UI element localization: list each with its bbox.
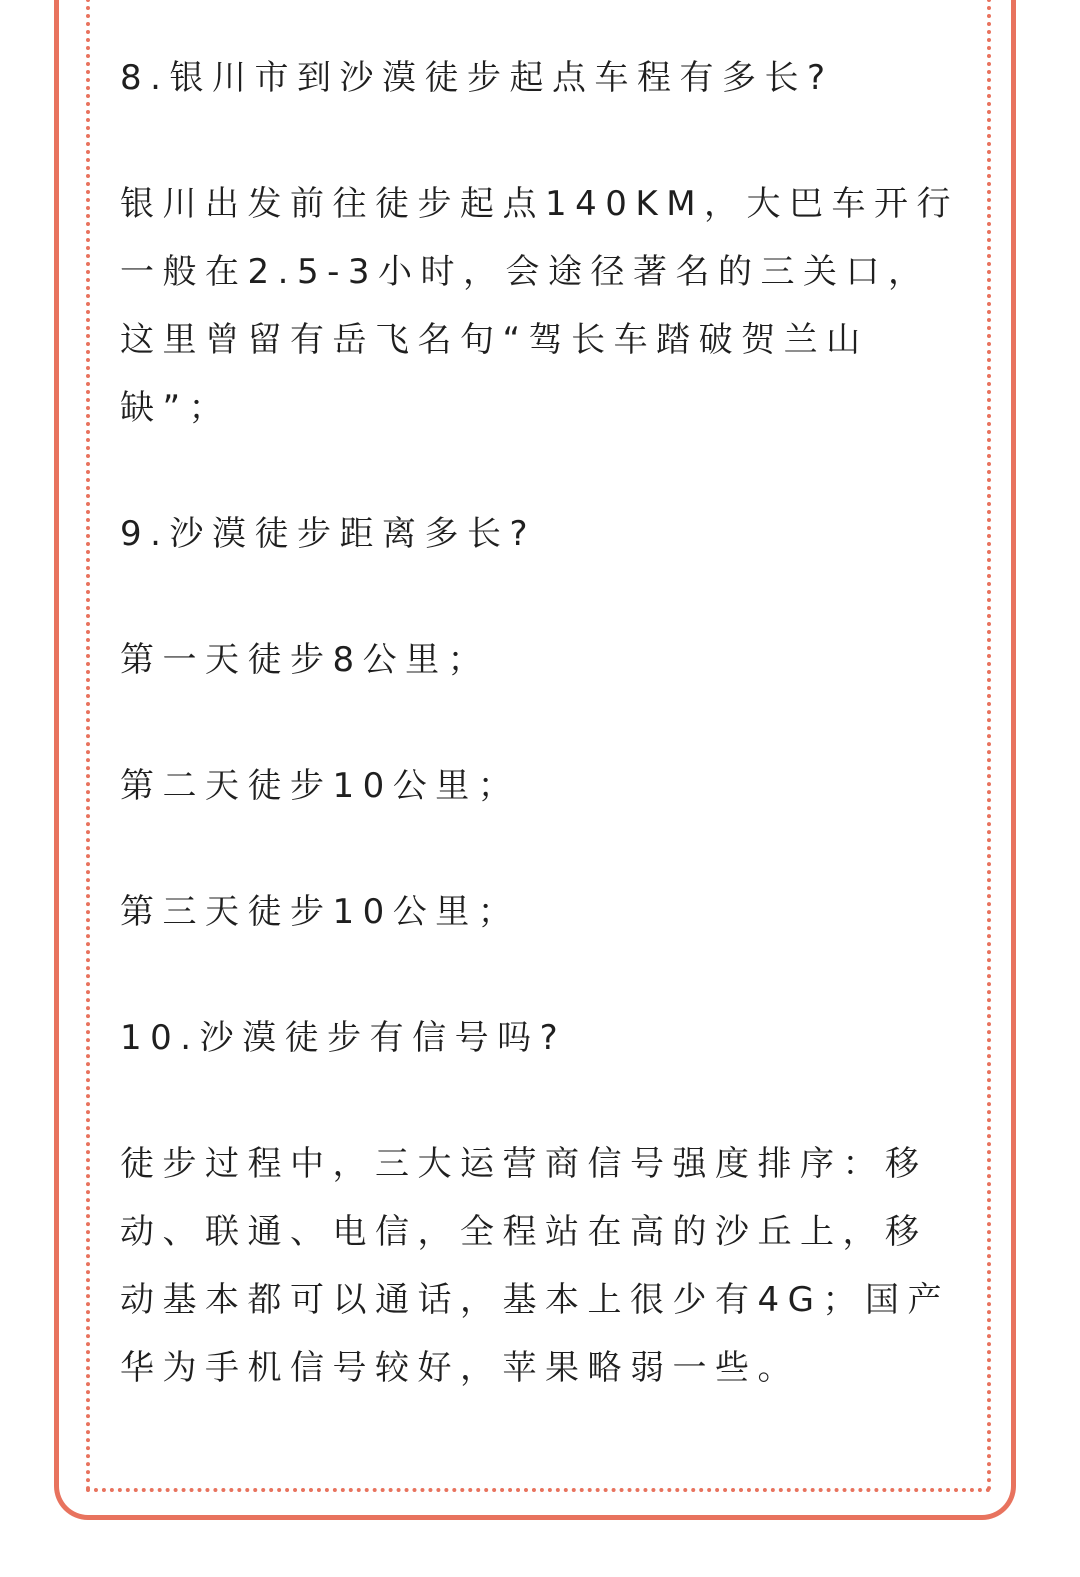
answer-10: 徒步过程中，三大运营商信号强度排序：移动、联通、电信，全程站在高的沙丘上，移动基本都可以通话，基本上很少有4G；国产华为手机信号较好，苹果略弱一些。 xyxy=(120,1144,950,1388)
answer-9-day-3: 第三天徒步10公里； xyxy=(120,892,521,932)
question-10: 10.沙漠徒步有信号吗? xyxy=(120,1018,567,1058)
answer-8: 银川出发前往徒步起点140KM，大巴车开行一般在2.5-3小时，会途径著名的三关口，这里曾留有岳飞名句“驾长车踏破贺兰山缺”； xyxy=(120,184,960,428)
answer-9-day-1: 第一天徒步8公里； xyxy=(120,640,491,680)
answer-9-day-2: 第二天徒步10公里； xyxy=(120,766,521,806)
question-9: 9.沙漠徒步距离多长? xyxy=(120,514,536,554)
faq-content xyxy=(120,44,960,1402)
question-8: 8.银川市到沙漠徒步起点车程有多长? xyxy=(120,58,834,98)
